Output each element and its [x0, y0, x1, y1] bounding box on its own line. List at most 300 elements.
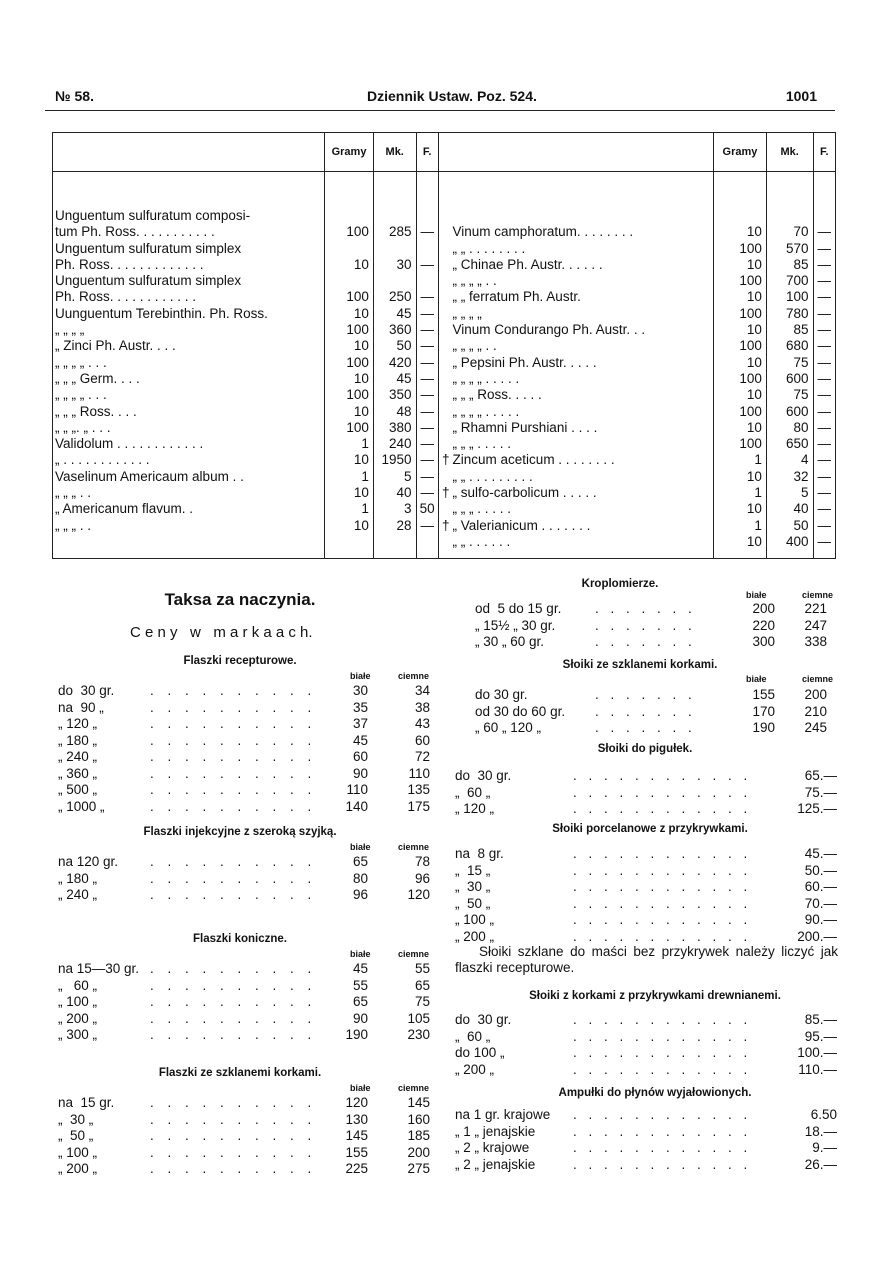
- vessel-row: [465, 634, 845, 650]
- table-row: [53, 241, 836, 257]
- dot-leader: . . . . . . .: [595, 703, 696, 719]
- issue-number: № 58.: [55, 88, 94, 104]
- price-white: 65: [352, 994, 368, 1009]
- left-item-f: —: [416, 322, 438, 338]
- vessel-row: [465, 720, 845, 736]
- col-name-left: [53, 133, 325, 172]
- group-title: Słoiki porcelanowe z przykrywkami.: [552, 823, 748, 835]
- vessel-size: „ 120 „: [455, 801, 495, 816]
- price-single: 95.—: [804, 1028, 837, 1044]
- left-item-gramy: 10: [325, 257, 374, 273]
- price-white: 55: [352, 977, 368, 993]
- left-item-gramy: 1: [325, 469, 374, 485]
- spacer-cell: [451, 172, 714, 209]
- right-item-name: „ Pepsini Ph. Austr. . . . .: [451, 355, 714, 371]
- tariff-title: Taksa za naczynia.: [164, 590, 316, 609]
- dot-leader: . . . . . . . . . .: [150, 765, 317, 781]
- left-item-gramy: [325, 273, 374, 289]
- left-item-mk: 30: [373, 257, 416, 273]
- price-dark: 65: [414, 977, 430, 993]
- vessel-size: do 30 gr.: [455, 768, 512, 783]
- right-item-f: —: [813, 273, 835, 289]
- right-item-mark: [438, 420, 450, 436]
- right-item-mk: 40: [766, 501, 813, 517]
- left-item-f: —: [416, 420, 438, 436]
- left-item-name: Unguentum sulfuratum simplex: [53, 241, 325, 257]
- col-gramy-right: Gramy: [714, 133, 767, 172]
- left-item-f: —: [416, 371, 438, 387]
- table-row: [53, 404, 836, 420]
- price-white: 96: [352, 887, 368, 902]
- spacer-cell: [766, 172, 813, 209]
- spacer-cell: [53, 172, 325, 209]
- right-item-name: Zincum aceticum . . . . . . . .: [451, 452, 714, 468]
- right-item-name: „ „ „ „ . . . . .: [451, 404, 714, 420]
- vessel-row: [58, 683, 438, 699]
- table-row: [53, 501, 836, 517]
- group-title: Słoiki ze szklanemi korkami.: [562, 659, 718, 671]
- left-item-name: Validolum . . . . . . . . . . . .: [53, 436, 325, 452]
- left-item-f: [416, 273, 438, 289]
- vessel-row: [58, 700, 438, 716]
- right-item-gramy: 10: [714, 534, 767, 559]
- vessel-row: [465, 601, 845, 617]
- col-dark-header: ciemne: [398, 842, 430, 852]
- left-item-f: —: [416, 404, 438, 420]
- group-title: Flaszki koniczne.: [193, 933, 287, 945]
- left-item-name: Vaselinum Americaum album . .: [53, 469, 325, 485]
- dot-leader: . . . . . . . . . .: [150, 1111, 317, 1127]
- vessel-row: [58, 1027, 438, 1043]
- left-item-f: —: [416, 452, 438, 468]
- left-item-f: —: [416, 436, 438, 452]
- col-f-left: F.: [416, 133, 438, 172]
- price-white: 80: [352, 870, 368, 886]
- vessel-row: [58, 887, 438, 903]
- vessel-size: do 30 gr.: [475, 687, 528, 702]
- right-item-f: —: [813, 306, 835, 322]
- vessel-row: [455, 912, 837, 928]
- vessel-size: „ 1 „ jenajskie: [455, 1123, 536, 1139]
- right-item-mk: 780: [766, 306, 813, 322]
- dot-leader: . . . . . . . . . .: [150, 782, 317, 797]
- right-item-name: „ „ ferratum Ph. Austr.: [451, 289, 714, 305]
- col-white-header: białe: [350, 842, 371, 852]
- right-item-mk: 680: [766, 338, 813, 354]
- dot-leader: . . . . . . . . . .: [150, 1128, 317, 1143]
- left-item-mk: 40: [373, 485, 416, 501]
- vessel-size: od 30 do 60 gr.: [475, 703, 566, 719]
- right-item-name: „ „ . . . . . . . . .: [451, 469, 714, 485]
- price-single: 75.—: [804, 784, 837, 800]
- dot-leader: . . . . . . .: [595, 634, 696, 649]
- table-row: [53, 306, 836, 322]
- vessel-row: [455, 1107, 837, 1123]
- table-row: [53, 452, 836, 468]
- dot-leader: . . . . . . .: [595, 617, 696, 633]
- vessel-size: „ 200 „: [58, 1161, 98, 1176]
- vessel-size: „ 30 „: [455, 879, 491, 894]
- price-white: 30: [352, 683, 368, 698]
- right-item-mk: 600: [766, 371, 813, 387]
- vessel-size: „ 100 „: [455, 912, 495, 927]
- right-item-mark: [438, 469, 450, 485]
- dot-leader: . . . . . . . . . .: [150, 716, 317, 731]
- left-item-mk: 250: [373, 289, 416, 305]
- dot-leader: . . . . . . . . . . . .: [573, 862, 752, 878]
- left-item-name: [53, 534, 325, 559]
- price-single: 65.—: [804, 768, 837, 783]
- right-item-f: —: [813, 224, 835, 240]
- vessel-size: do 100 „: [455, 1045, 505, 1060]
- left-item-gramy: 100: [325, 387, 374, 403]
- left-item-f: [416, 208, 438, 224]
- left-item-gramy: 10: [325, 371, 374, 387]
- right-item-mark: [438, 371, 450, 387]
- right-item-name: „ „ „ . . . . .: [451, 436, 714, 452]
- right-item-gramy: 100: [714, 404, 767, 420]
- vessel-size: „ 500 „: [58, 782, 98, 797]
- left-item-gramy: 100: [325, 355, 374, 371]
- right-item-f: —: [813, 436, 835, 452]
- left-item-name: „ „ „ Ross. . . .: [53, 404, 325, 420]
- vessel-size: „ 2 „ krajowe: [455, 1140, 530, 1155]
- dot-leader: . . . . . . .: [595, 720, 696, 735]
- vessel-row: [455, 1124, 837, 1140]
- price-dark: 185: [407, 1128, 430, 1143]
- page-number: 1001: [785, 88, 817, 104]
- price-single: 200.—: [797, 928, 837, 944]
- right-item-gramy: 1: [714, 518, 767, 534]
- left-item-name: „ Americanum flavum. .: [53, 501, 325, 517]
- price-dark: 55: [414, 961, 430, 976]
- price-white: 65: [352, 854, 368, 869]
- left-item-gramy: 100: [325, 224, 374, 240]
- left-item-f: —: [416, 224, 438, 240]
- right-item-mk: 600: [766, 404, 813, 420]
- right-item-mark: †: [438, 452, 450, 468]
- vessel-row: [455, 1012, 837, 1028]
- left-item-gramy: [325, 208, 374, 224]
- vessel-size: na 120 gr.: [58, 854, 119, 869]
- left-item-mk: 350: [373, 387, 416, 403]
- left-item-name: Uunguentum Terebinthin. Ph. Ross.: [53, 306, 325, 322]
- right-item-mk: 85: [766, 322, 813, 338]
- right-item-mark: [438, 355, 450, 371]
- dot-leader: . . . . . . . . . . . .: [573, 1123, 752, 1139]
- vessel-size: „ 200 „: [455, 1061, 495, 1077]
- vessel-row: [455, 929, 837, 945]
- vessel-size: „ 200 „: [455, 928, 495, 944]
- right-item-mk: 75: [766, 355, 813, 371]
- col-mk-right: Mk.: [766, 133, 813, 172]
- price-single: 70.—: [804, 895, 837, 911]
- right-item-mark: [438, 338, 450, 354]
- price-dark: 338: [804, 634, 827, 649]
- table-row: [53, 387, 836, 403]
- price-white: 110: [346, 782, 368, 797]
- right-item-mark: [438, 436, 450, 452]
- right-item-mk: 80: [766, 420, 813, 436]
- right-item-name: „ sulfo-carbolicum . . . . .: [451, 485, 714, 501]
- right-item-f: —: [813, 241, 835, 257]
- vessel-row: [58, 782, 438, 798]
- price-single: 110.—: [798, 1061, 837, 1077]
- vessel-row: [455, 1029, 837, 1045]
- right-item-gramy: 10: [714, 289, 767, 305]
- dot-leader: . . . . . . . . . .: [150, 961, 317, 976]
- price-white: 90: [352, 765, 368, 781]
- right-item-mark: †: [438, 518, 450, 534]
- left-item-f: —: [416, 289, 438, 305]
- table-row: [53, 518, 836, 534]
- right-item-gramy: 10: [714, 355, 767, 371]
- right-item-name: „ „ „ „ . .: [451, 338, 714, 354]
- price-single: 9.—: [812, 1140, 837, 1155]
- dot-leader: . . . . . . . . . . . .: [573, 895, 752, 911]
- price-white: 45: [352, 961, 368, 976]
- price-white: 220: [752, 617, 775, 633]
- price-dark: 135: [407, 782, 430, 797]
- vessel-row: [455, 801, 837, 817]
- right-item-f: [813, 208, 835, 224]
- price-dark: 72: [414, 749, 430, 764]
- right-item-gramy: 10: [714, 322, 767, 338]
- dot-leader: . . . . . . . . . .: [150, 1144, 317, 1160]
- vessel-size: „ 240 „: [58, 887, 98, 902]
- left-item-f: —: [416, 485, 438, 501]
- vessel-size: na 90 „: [58, 699, 104, 715]
- right-item-f: —: [813, 501, 835, 517]
- dot-leader: . . . . . . . . . . . .: [573, 1061, 752, 1077]
- porcelain-note: Słoiki szklane do maści bez przykrywek należy liczyć jak flaszki recepturowe.: [455, 944, 838, 975]
- right-item-f: —: [813, 452, 835, 468]
- price-dark: 221: [804, 601, 827, 616]
- left-item-mk: 240: [373, 436, 416, 452]
- vessel-size: „ 300 „: [58, 1027, 98, 1042]
- right-item-f: —: [813, 289, 835, 305]
- price-white: 300: [752, 634, 775, 649]
- left-item-gramy: 10: [325, 452, 374, 468]
- vessel-row: [455, 1045, 837, 1061]
- col-dark-header: ciemne: [398, 1083, 430, 1093]
- spacer-cell: [416, 172, 438, 209]
- vessel-row: [455, 846, 837, 862]
- left-item-gramy: 10: [325, 404, 374, 420]
- group-title: Ampułki do płynów wyjałowionych.: [558, 1087, 752, 1099]
- right-item-mark: [438, 404, 450, 420]
- vessel-row: [58, 716, 438, 732]
- group-title: Flaszki injekcyjne z szeroką szyjką.: [143, 826, 337, 838]
- dot-leader: . . . . . . . . . . . .: [573, 768, 752, 783]
- price-dark: 110: [408, 765, 430, 781]
- left-item-mk: 3: [373, 501, 416, 517]
- left-item-name: „ „ „ Germ. . . .: [53, 371, 325, 387]
- left-item-mk: 48: [373, 404, 416, 420]
- vessel-size: „ 100 „: [58, 994, 98, 1009]
- left-item-gramy: [325, 241, 374, 257]
- left-item-mk: 50: [373, 338, 416, 354]
- right-item-gramy: [714, 208, 767, 224]
- price-dark: 145: [407, 1095, 430, 1110]
- vessel-row: [58, 1145, 438, 1161]
- dot-leader: . . . . . . . . . . . .: [573, 784, 752, 800]
- price-dark: 200: [804, 687, 827, 702]
- vessel-size: do 30 gr.: [455, 1012, 512, 1027]
- left-item-f: —: [416, 306, 438, 322]
- dot-leader: . . . . . . . . . .: [150, 732, 317, 748]
- dot-leader: . . . . . . . . . .: [150, 887, 317, 902]
- left-item-mk: 360: [373, 322, 416, 338]
- right-item-name: „ „ . . . . . .: [451, 534, 714, 559]
- price-white: 170: [752, 703, 775, 719]
- col-gramy-left: Gramy: [325, 133, 374, 172]
- col-white-header: białe: [350, 671, 371, 681]
- table-row: [53, 273, 836, 289]
- table-row: [53, 485, 836, 501]
- vessel-row: [455, 879, 837, 895]
- right-item-mark: [438, 241, 450, 257]
- left-item-f: —: [416, 387, 438, 403]
- dot-leader: . . . . . . . . . .: [150, 683, 317, 698]
- left-item-name: „ „ „ „ . . .: [53, 387, 325, 403]
- dot-leader: . . . . . . . . . .: [150, 870, 317, 886]
- right-item-mark: [438, 289, 450, 305]
- right-item-gramy: 100: [714, 338, 767, 354]
- right-item-mark: [438, 387, 450, 403]
- price-dark: 175: [407, 798, 430, 814]
- price-dark: 120: [407, 887, 430, 902]
- group-title: Słoiki z korkami z przykrywkami drewnianemi.: [529, 990, 781, 1002]
- left-item-f: —: [416, 355, 438, 371]
- left-item-gramy: 10: [325, 485, 374, 501]
- right-item-name: „ Rhamni Purshiani . . . .: [451, 420, 714, 436]
- table-row: [53, 436, 836, 452]
- vessel-size: „ 180 „: [58, 870, 98, 886]
- price-single: 125.—: [797, 801, 837, 816]
- left-item-name: „ „ „ . .: [53, 485, 325, 501]
- right-item-name: Vinum Condurango Ph. Austr. . .: [451, 322, 714, 338]
- table-row: [53, 208, 836, 224]
- vessel-row: [58, 1095, 438, 1111]
- col-white-header: białe: [350, 949, 371, 959]
- price-white: 37: [352, 716, 368, 731]
- dot-leader: . . . . . . . . . .: [150, 977, 317, 993]
- dot-leader: . . . . . . . . . . . .: [573, 879, 752, 894]
- price-dark: 105: [407, 1010, 430, 1026]
- dot-leader: . . . . . . .: [595, 687, 696, 702]
- journal-title: Dziennik Ustaw. Poz. 524.: [367, 88, 537, 104]
- table-row: [53, 322, 836, 338]
- left-item-mk: 420: [373, 355, 416, 371]
- right-item-name: „ „ „ „: [451, 306, 714, 322]
- vessel-size: na 8 gr.: [455, 846, 504, 861]
- right-item-mk: 400: [766, 534, 813, 559]
- vessel-size: „ 15 „: [455, 862, 491, 878]
- left-item-gramy: 10: [325, 518, 374, 534]
- price-dark: 275: [407, 1161, 430, 1176]
- left-item-f: —: [416, 338, 438, 354]
- dot-leader: . . . . . . . . . .: [150, 994, 317, 1009]
- right-item-name: „ „ „ . . . . .: [451, 501, 714, 517]
- price-dark: 247: [804, 617, 827, 633]
- vessel-row: [455, 896, 837, 912]
- right-item-f: —: [813, 355, 835, 371]
- right-item-name: „ „ „ „ . .: [451, 273, 714, 289]
- dot-leader: . . . . . . . . . .: [150, 1010, 317, 1026]
- right-item-mark: [438, 273, 450, 289]
- left-item-name: „ „ „. „ . . .: [53, 420, 325, 436]
- price-single: 50.—: [804, 862, 837, 878]
- vessel-size: „ 240 „: [58, 749, 98, 764]
- left-item-mk: [373, 241, 416, 257]
- right-item-gramy: 100: [714, 371, 767, 387]
- vessel-row: [58, 1161, 438, 1177]
- left-item-f: —: [416, 257, 438, 273]
- spacer-cell: [714, 172, 767, 209]
- group-title: Flaszki recepturowe.: [183, 655, 297, 667]
- table-row: [53, 289, 836, 305]
- left-item-mk: 45: [373, 306, 416, 322]
- left-item-f: —: [416, 469, 438, 485]
- right-item-mk: 75: [766, 387, 813, 403]
- table-row: [53, 224, 836, 240]
- price-white: 190: [345, 1027, 368, 1042]
- right-item-mk: [766, 208, 813, 224]
- right-item-f: —: [813, 518, 835, 534]
- price-white: 145: [345, 1128, 368, 1143]
- right-item-name: Vinum camphoratum. . . . . . . .: [451, 224, 714, 240]
- spacer-cell: [813, 172, 835, 209]
- dot-leader: . . . . . . . . . .: [150, 1095, 317, 1110]
- vessel-row: [455, 863, 837, 879]
- vessel-row: [58, 961, 438, 977]
- group-title: Flaszki ze szklanemi korkami.: [158, 1067, 322, 1079]
- right-item-mk: 32: [766, 469, 813, 485]
- dot-leader: . . . . . . . . . .: [150, 1161, 317, 1176]
- vessel-row: [455, 1140, 837, 1156]
- price-white: 190: [752, 720, 775, 735]
- price-single: 90.—: [804, 912, 837, 927]
- left-item-name: „ Zinci Ph. Austr. . . .: [53, 338, 325, 354]
- left-item-name: „ „ „ „: [53, 322, 325, 338]
- price-single: 85.—: [804, 1012, 837, 1027]
- vessel-size: na 15—30 gr.: [58, 961, 140, 976]
- price-dark: 78: [414, 854, 430, 869]
- vessel-row: [58, 994, 438, 1010]
- vessel-row: [465, 687, 845, 703]
- right-item-gramy: 100: [714, 436, 767, 452]
- right-item-mark: [438, 306, 450, 322]
- group-title: Kroplomierze.: [581, 578, 659, 590]
- price-dark: 230: [407, 1027, 430, 1042]
- dot-leader: . . . . . . . . . . . .: [573, 1156, 752, 1172]
- price-white: 60: [352, 749, 368, 764]
- left-item-mk: [373, 534, 416, 559]
- left-item-mk: 1950: [373, 452, 416, 468]
- col-dark-header: ciemne: [802, 674, 834, 684]
- left-item-mk: 5: [373, 469, 416, 485]
- dot-leader: . . . . . . .: [595, 601, 696, 616]
- right-item-mk: 70: [766, 224, 813, 240]
- right-item-name: „ „ . . . . . . . .: [451, 241, 714, 257]
- col-white-header: białe: [746, 590, 767, 600]
- right-item-gramy: 10: [714, 469, 767, 485]
- tariff-subtitle: C e n y w m a r k a a c h.: [130, 624, 313, 641]
- right-item-mark: [438, 208, 450, 224]
- right-item-f: —: [813, 485, 835, 501]
- right-item-mark: [438, 224, 450, 240]
